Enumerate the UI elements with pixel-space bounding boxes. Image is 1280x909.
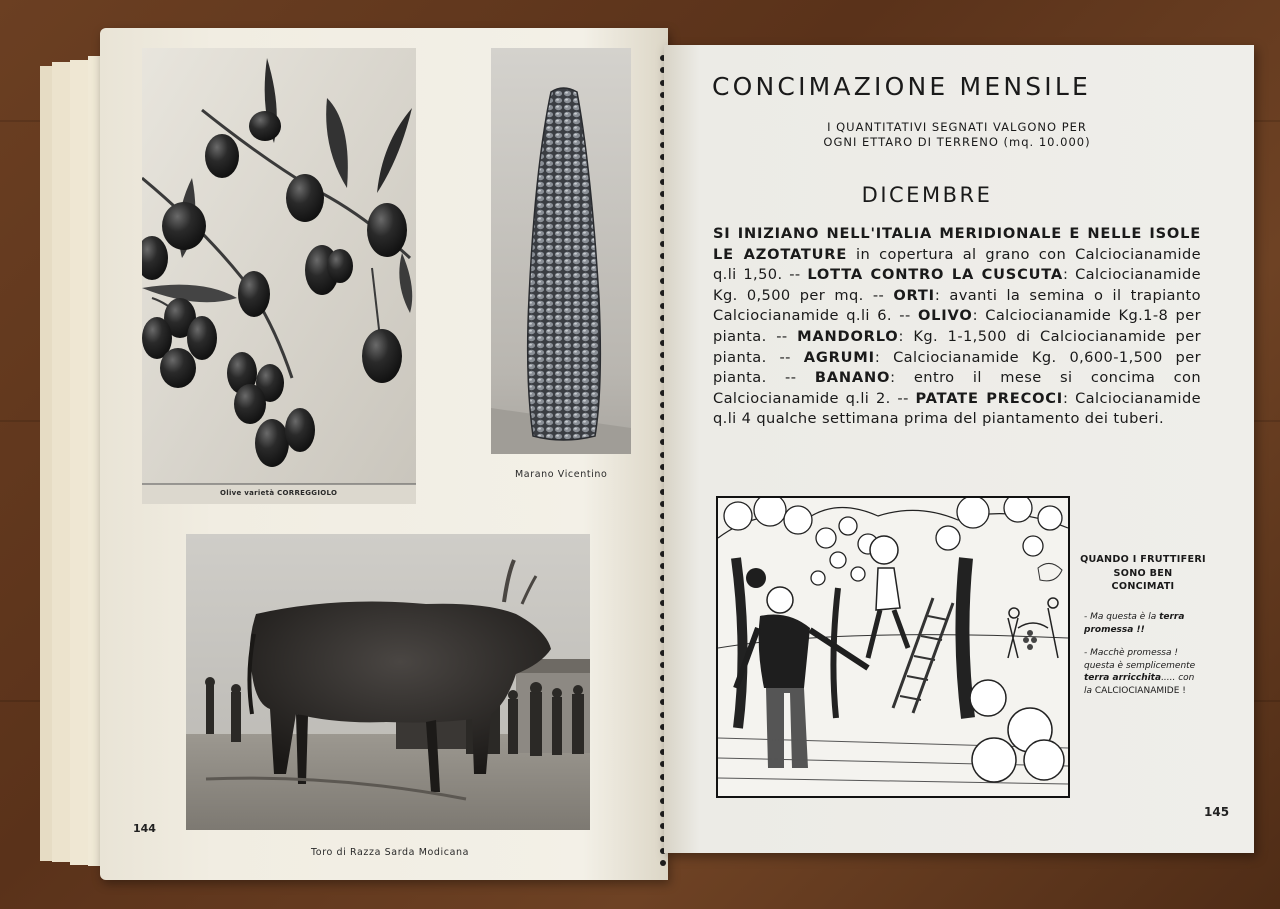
text-bold-4: OLIVO [917, 307, 973, 325]
text-4: : Calciocianamide Kg.1-8 per pianta. -- [713, 307, 1201, 345]
olive-caption: Olive varietà CORREGGIOLO [220, 489, 338, 497]
text-1: in copertura al grano con Calciocianamide q.li 1,50. -- [713, 245, 1201, 284]
quote-2-brand: CALCIOCIANAMIDE ! [1094, 685, 1186, 696]
subtitle-line-1: I QUANTITATIVI SEGNATI VALGONO PER [827, 120, 1087, 134]
text-bold-3: ORTI [893, 286, 935, 304]
text-7: : entro il mese si concima con Calciocianamide q.li 2. -- [713, 369, 1201, 407]
text-bold-8: PATATE PRECOCI [915, 389, 1064, 407]
cartoon-illustration [716, 496, 1070, 798]
subtitle-line-2: OGNI ETTARO DI TERRENO (mq. 10.000) [823, 135, 1091, 149]
text-bold-2: LOTTA CONTRO LA CUSCUTA [807, 266, 1063, 284]
text-bold-7: BANANO [814, 369, 891, 387]
text-bold-1: SI INIZIANO NELL'ITALIA MERIDIONALE E NELLE ISOLE LE AZOTATURE [713, 225, 1201, 263]
cartoon-quote-2 [1084, 647, 1204, 697]
cartoon-heading-line-2: SONO BEN [1113, 567, 1173, 579]
month-heading: DICEMBRE [861, 183, 993, 207]
corn-photo [491, 48, 631, 454]
cartoon-heading [1078, 553, 1208, 594]
bull-caption: Toro di Razza Sarda Modicana [311, 847, 470, 858]
quote-2-text: - Macchè promessa ! questa è semplicemente [1084, 648, 1196, 671]
quote-2-text-b: ..... con la [1084, 673, 1195, 696]
page-number-right: 145 [1204, 805, 1230, 819]
quote-1-bold: terra promessa !! [1084, 612, 1185, 635]
page-number-left: 144 [133, 822, 156, 835]
text-2: : Calciocianamide Kg. 0,500 per mq. -- [713, 266, 1201, 304]
text-6: : Calciocianamide Kg. 0,600-1,500 per pianta. -- [713, 348, 1201, 387]
corn-caption: Marano Vicentino [515, 469, 608, 480]
bull-photo [186, 534, 590, 830]
text-bold-5: MANDORLO [797, 327, 899, 345]
quote-1-text: - Ma questa è la [1084, 612, 1160, 622]
quote-2-bold: terra arricchita [1084, 673, 1162, 683]
text-8: : Calciocianamide q.li 4 qualche settimana prima del piantamento dei tuberi. [713, 389, 1201, 428]
cartoon-heading-line-1: QUANDO I FRUTTIFERI [1080, 554, 1206, 565]
text-3: : avanti la semina o il trapianto Calciocianamide q.li 6. -- [713, 286, 1202, 325]
text-5: : Kg. 1-1,500 di Calciocianamide per pianta. -- [713, 327, 1201, 366]
text-bold-6: AGRUMI [803, 348, 875, 366]
fertilization-text [713, 224, 1201, 430]
page-title: CONCIMAZIONE MENSILE [712, 72, 1091, 101]
olive-photo [142, 48, 416, 504]
cartoon-heading-line-3: CONCIMATI [1111, 581, 1175, 592]
cartoon-quote-1 [1084, 611, 1204, 636]
page-subtitle [712, 120, 1202, 150]
